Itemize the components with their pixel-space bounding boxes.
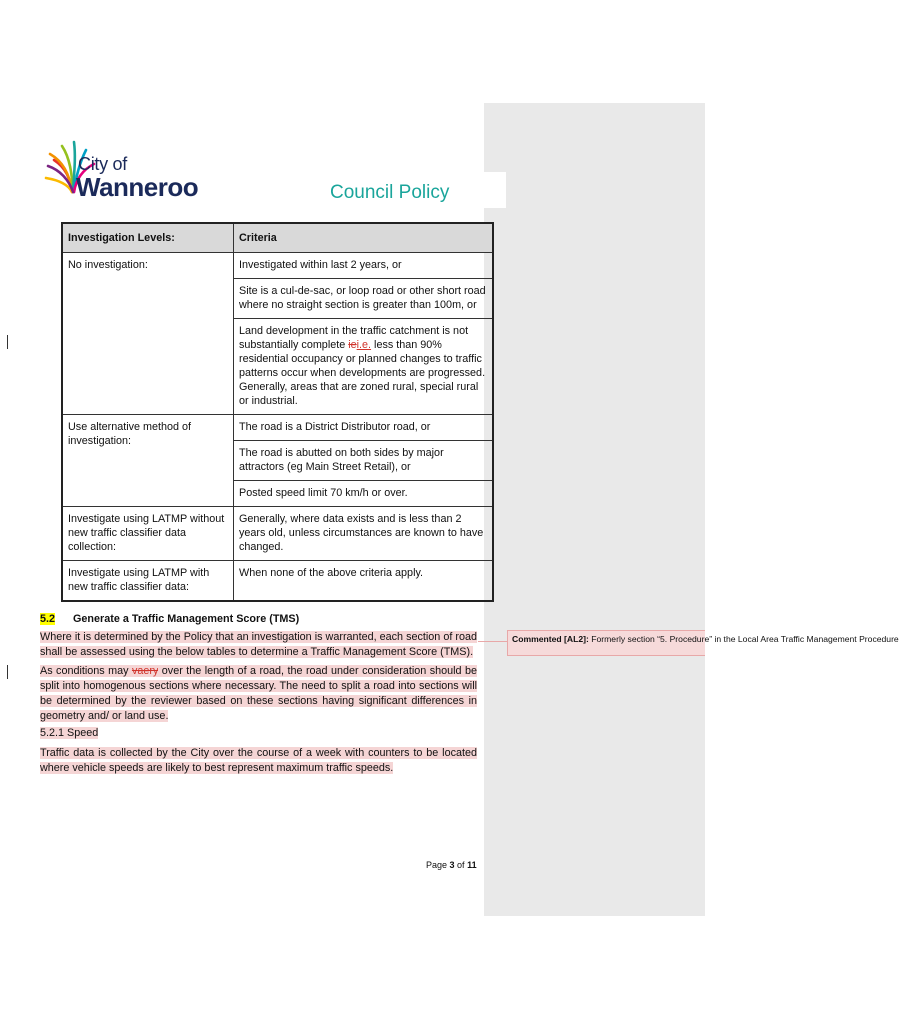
header-background-overlap — [484, 172, 506, 208]
comment-text: Formerly section “5. Procedure” in the Local Area Traffic Management Procedure — [588, 634, 899, 644]
table-row — [62, 561, 493, 602]
deleted-text: vaery — [131, 665, 159, 677]
criteria-cell-tracked — [234, 319, 494, 415]
col-header-criteria: Criteria — [234, 223, 494, 253]
criteria-cell: Site is a cul-de-sac, or loop road or other short road where no straight section is greater than 100m, or — [234, 279, 494, 319]
paragraph — [40, 746, 477, 776]
table-row — [62, 415, 493, 441]
criteria-cell: The road is a District Distributor road, or — [234, 415, 494, 441]
table-row — [62, 507, 493, 561]
paragraph-text: As conditions may — [40, 665, 132, 677]
col-header-levels: Investigation Levels: — [62, 223, 234, 253]
table-header-row — [62, 223, 493, 253]
page-current: 3 — [449, 860, 455, 870]
investigation-criteria-table — [61, 222, 494, 602]
criteria-cell: When none of the above criteria apply. — [234, 561, 494, 602]
level-cell: Use alternative method of investigation: — [62, 415, 234, 507]
paragraph — [40, 630, 477, 660]
level-cell: Investigate using LATMP without new traffic classifier data collection: — [62, 507, 234, 561]
section-heading — [40, 613, 299, 625]
table-row — [62, 253, 493, 279]
page-total: 11 — [467, 860, 477, 870]
paragraph-text: Traffic data is collected by the City over the course of a week with counters to be located where vehicle speeds are likely to best represent maximum traffic speeds. — [40, 747, 477, 774]
comment-label: Commented [AL2]: — [512, 634, 589, 644]
deleted-text: ie — [348, 339, 357, 351]
criteria-cell: Posted speed limit 70 km/h or over. — [234, 481, 494, 507]
criteria-text: less than 90% residential occupancy or planned changes to traffic patterns occur when developments are progressed. Generally, areas that are zoned rural, special rural or industrial. — [239, 339, 486, 407]
page-prefix: Page — [426, 860, 450, 870]
criteria-cell: Generally, where data exists and is less than 2 years old, unless circumstances are known to have changed. — [234, 507, 494, 561]
level-cell: Investigate using LATMP with new traffic classifier data: — [62, 561, 234, 602]
criteria-text: Land development in the traffic catchment is not substantially complete — [239, 325, 469, 351]
change-bar — [7, 665, 8, 679]
section-title: Generate a Traffic Management Score (TMS) — [73, 613, 300, 625]
paragraph-text: over the length of a road, the road under consideration should be split into homogenous sections where necessary. The need to split a road into sections will be determined by the reviewer based on these sections having significant differences in geometry and/ or land use. — [40, 665, 477, 722]
comment-connector — [478, 641, 508, 642]
subheading-text: 5.2.1 Speed — [40, 727, 99, 739]
paragraph-text: Where it is determined by the Policy that an investigation is warranted, each section of road shall be assessed using the below tables to determine a Traffic Management Score (TMS). — [40, 631, 477, 658]
comment-margin-pane — [484, 103, 705, 916]
page-number — [426, 860, 477, 870]
paragraph — [40, 664, 477, 724]
page-of: of — [454, 860, 468, 870]
logo-city-text: City of — [78, 154, 127, 174]
subheading — [40, 726, 477, 741]
council-policy-title: Council Policy — [330, 182, 450, 203]
comment-balloon[interactable] — [507, 630, 899, 656]
criteria-cell: The road is abutted on both sides by major attractors (eg Main Street Retail), or — [234, 441, 494, 481]
inserted-text: i.e. — [356, 339, 372, 351]
criteria-cell: Investigated within last 2 years, or — [234, 253, 494, 279]
level-cell: No investigation: — [62, 253, 234, 415]
change-bar — [7, 335, 8, 349]
logo-wanneroo-text: Wanneroo — [76, 172, 199, 202]
section-number: 5.2 — [40, 613, 56, 625]
